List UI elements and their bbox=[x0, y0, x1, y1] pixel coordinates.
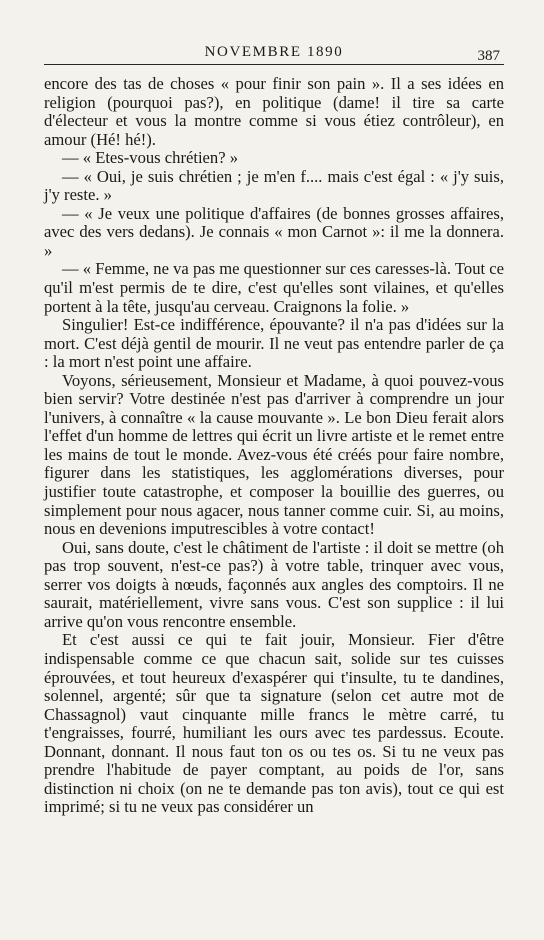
paragraph: — « Femme, ne va pas me questionner sur ces caresses-là. Tout ce qu'il m'est permis de te dire, c'est qu'elles sont vilaines, et qu'elles portent à la tête, jusqu'au cerveau. Craignons la folie. » bbox=[44, 259, 504, 316]
paragraph: encore des tas de choses « pour finir son pain ». Il a ses idées en religion (pourquoi pas?), en politique (dame! il tire sa carte d'électeur et vous la montre comme si vous étiez contrôleur), en amour (Hé! hé!). bbox=[44, 74, 504, 149]
paragraph: — « Oui, je suis chrétien ; je m'en f.... mais c'est égal : « j'y suis, j'y reste. » bbox=[44, 166, 504, 205]
paragraph: — « Etes-vous chrétien? » bbox=[62, 148, 239, 168]
header-rule bbox=[44, 64, 504, 65]
running-head bbox=[44, 38, 504, 64]
page-number: 387 bbox=[477, 48, 500, 64]
body-text bbox=[44, 75, 504, 817]
paragraph: Singulier! Est-ce indifférence, épouvante? il n'a pas d'idées sur la mort. C'est déjà gentil de mourir. Il ne veut pas entendre parler de ça : la mort n'est point une affaire. bbox=[44, 315, 504, 372]
paragraph: — « Je veux une politique d'affaires (de bonnes grosses affaires, avec des vers dedans). Je connais « mon Carnot »: il me la donnera. » bbox=[44, 203, 504, 260]
paragraph: Oui, sans doute, c'est le châtiment de l'artiste : il doit se mettre (oh pas trop souvent, n'est-ce pas?) à votre table, trinquer avec vous, serrer vos doigts à nœuds, façonnés aux angles des comptoirs. Il ne saurait, matériellement, vivre sans vous. C'est son supplice : il lui arrive qu'on vous rencontre ensemble. bbox=[44, 537, 504, 631]
paragraph: Et c'est aussi ce qui te fait jouir, Monsieur. Fier d'être indispensable comme ce que chacun sait, solide sur tes cuisses éprouvées, et tout heureux d'exaspérer qui t'insulte, tu te dandines, solennel, argenté; sûr que ta signature (selon cet autre mot de Chassagnol) vaut cinquante mille francs le mètre carré, tu t'engraisses, fourré, humiliant les ours avec tes pardessus. Ecoute. Donnant, donnant. Il nous faut ton os ou tes os. Si tu ne veux pas prendre l'habitude de payer comptant, au poids de l'or, sans distinction ni choix (on ne te demande pas ton avis), tout ce qui est imprimé; si tu ne veux pas considérer un bbox=[44, 630, 504, 817]
paragraph: Voyons, sérieusement, Monsieur et Madame, à quoi pouvez-vous bien servir? Votre destinée n'est pas d'arriver à comprendre un jour l'univers, à connaître « la cause mouvante ». Le bon Dieu ferait alors l'effet d'un homme de lettres qui écrit un livre artiste et le remet entre les mains de tout le monde. Avez-vous été créés pour faire nombre, figurer dans les statistiques, les agglomérations diverses, pour justifier toute catastrophe, et composer la bouillie des guerres, ou simplement pour nous agacer, nous tanner comme cuir. Si, au moins, nous en devenions imputrescibles à votre contact! bbox=[44, 370, 504, 539]
running-title: NOVEMBRE 1890 bbox=[204, 44, 344, 60]
